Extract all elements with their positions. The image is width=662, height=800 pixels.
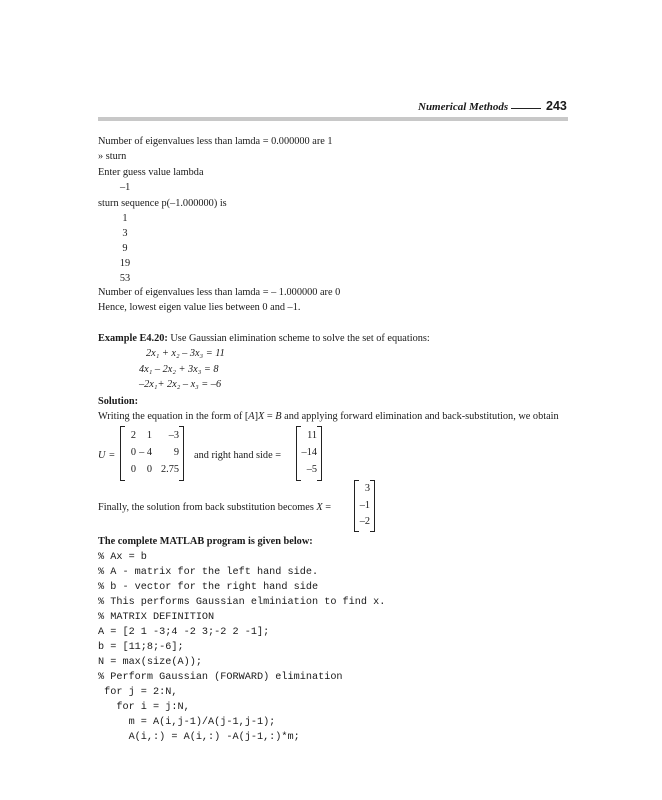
code-line: % b - vector for the right hand side [98,582,319,593]
solution-text-part: Writing the equation in the form of [ [98,411,249,422]
code-line: A(i,:) = A(i,:) -A(j-1,:)*m; [98,732,300,743]
code-line: N = max(size(A)); [98,657,202,668]
matrix-cell: 2.75 [160,464,179,475]
code-line: m = A(i,j-1)/A(j-1,j-1); [98,717,276,728]
matrix-cell: 0 [146,464,152,475]
code-line: % A - matrix for the left hand side. [98,567,319,578]
example-heading [98,332,430,345]
solution-text-part: ] [254,411,259,422]
matrix-cell: 9 [173,447,179,458]
command-line: » sturn [98,151,127,162]
equation: –2x₁+ 2x₂ – x₃ = –6 [139,379,222,390]
code-line: % Ax = b [98,552,147,563]
rhs-label: and right hand side = [194,450,282,461]
vector-cell: –5 [306,464,317,475]
sequence-value: 1 [122,213,128,224]
sequence-value: 19 [119,258,131,269]
matrix-cell: 0 [130,464,136,475]
vector-cell: 3 [364,483,370,494]
output-line: Number of eigenvalues less than lamda = – 1.000000 are 0 [98,287,341,298]
solution-text-part: and applying forward elimination and back-substitution, we obtain [281,411,559,422]
matrix-cell: 1 [146,430,152,441]
sequence-value: 3 [122,228,128,239]
equals-sign: = [325,502,332,513]
page-number: 243 [546,99,567,113]
code-line: A = [2 1 -3;4 -2 3;-2 2 -1]; [98,627,270,638]
code-line: b = [11;8;-6]; [98,642,184,653]
code-line: for i = j:N, [98,702,190,713]
vector-B-symbol: B [275,411,282,422]
vector-right-bracket [317,426,322,481]
header-rule [98,117,568,121]
guess-value: –1 [120,182,131,193]
example-text: Use Gaussian elimination scheme to solve the set of equations: [167,333,430,344]
equals-sign: = [109,450,115,461]
equation: 4x₁ – 2x₂ + 3x₃ = 8 [139,364,219,375]
sequence-label: sturn sequence p(–1.000000) is [98,198,227,209]
sequence-value: 9 [122,243,128,254]
solution-heading: Solution: [98,396,139,407]
code-line: for j = 2:N, [98,687,178,698]
matrix-cell: 0 [130,447,136,458]
code-line: % Perform Gaussian (FORWARD) elimination [98,672,343,683]
code-line: % MATRIX DEFINITION [98,612,215,623]
final-text-part: Finally, the solution from back substitution becomes [98,502,314,513]
matrix-cell: –3 [168,430,179,441]
prompt-line: Enter guess value lambda [98,167,204,178]
output-line: Number of eigenvalues less than lamda = 0.000000 are 1 [98,136,333,147]
solution-text-part: = [264,411,276,422]
equation: 2x₁ + x₂ – 3x₃ = 11 [146,348,225,359]
running-header-title: Numerical Methods [418,101,509,113]
vector-cell: –1 [359,500,370,511]
U-label: U [98,450,106,461]
matrix-right-bracket [179,426,184,481]
conclusion-line: Hence, lowest eigen value lies between 0 and –1. [98,302,301,313]
header-dash [511,108,541,109]
matrix-cell: – 4 [139,447,152,458]
final-text [98,501,331,514]
vector-X-symbol: X [258,411,265,422]
solution-text [98,410,559,423]
matrix-cell: 2 [130,430,136,441]
sequence-value: 53 [119,273,131,284]
program-heading: The complete MATLAB program is given below: [98,536,313,547]
code-line: % This performs Gaussian elminiation to find x. [98,597,386,608]
example-label: Example E4.20: [98,333,168,344]
matrix-A-symbol: A [248,411,255,422]
vector-cell: –14 [301,447,317,458]
vector-cell: –2 [359,516,370,527]
vector-right-bracket [370,480,375,532]
vector-cell: 11 [307,430,317,441]
X-label: X [316,502,323,513]
